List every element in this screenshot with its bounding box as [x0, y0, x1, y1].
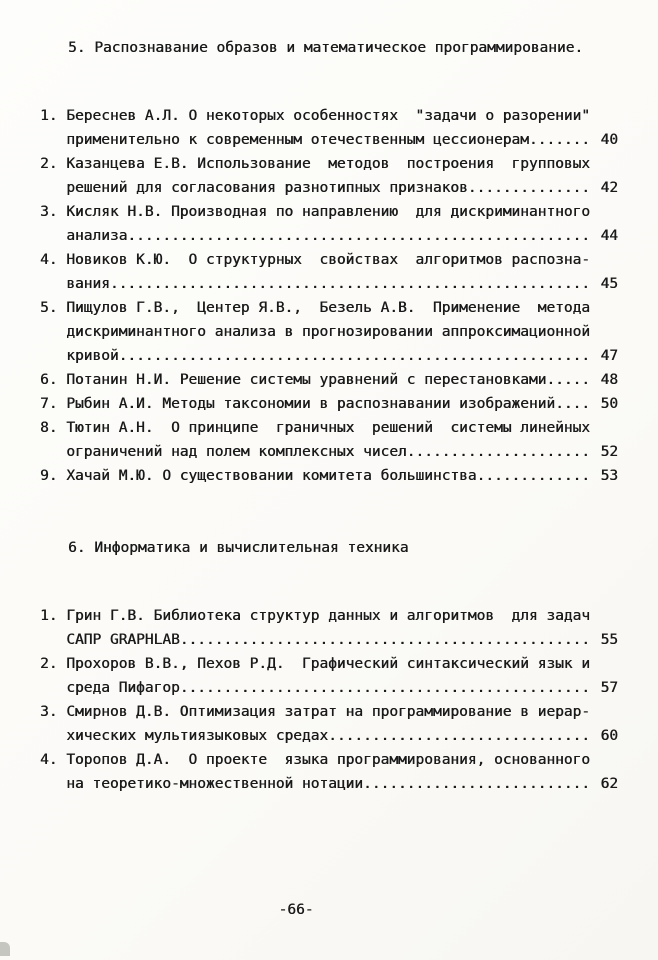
toc-entry — [40, 700, 618, 748]
entry-line: Торопов Д.А. О проекте языка программирования, основанного — [66, 752, 590, 768]
entry-last-text: на теоретико-множественной нотации — [66, 776, 363, 792]
toc-entry — [40, 152, 618, 200]
entry-line: Казанцева Е.В. Использование методов построения групповых — [66, 156, 590, 172]
entry-body — [66, 604, 618, 652]
entry-page-number: 53 — [600, 468, 619, 484]
entry-last-line — [66, 772, 618, 796]
dot-leader — [407, 440, 588, 464]
entry-body — [66, 152, 618, 200]
entry-page-number: 45 — [600, 276, 619, 292]
entry-last-text: ограничений над полем комплексных чисел — [66, 444, 407, 460]
toc-entry — [40, 464, 618, 488]
toc-section — [40, 36, 618, 488]
entry-line: Прохоров В.В., Пехов Р.Д. Графический синтаксический язык и — [66, 656, 590, 672]
entry-body — [66, 104, 618, 152]
toc-entry — [40, 368, 618, 392]
entry-number: 5. — [40, 300, 58, 316]
entry-number: 2. — [40, 656, 58, 672]
entry-body — [66, 748, 618, 796]
toc-entry — [40, 416, 618, 464]
entry-number: 9. — [40, 468, 58, 484]
entry-body — [66, 652, 618, 700]
toc-entry — [40, 604, 618, 652]
entry-page-number: 48 — [600, 372, 619, 388]
entry-number: 4. — [40, 252, 58, 268]
entry-last-line — [66, 344, 618, 368]
entry-number: 4. — [40, 752, 58, 768]
entry-last-text: применительно к современным отечественным цессионерам — [66, 132, 529, 148]
entry-last-text: хических мультиязыковых средах — [66, 728, 329, 744]
entry-page-number: 42 — [600, 180, 619, 196]
entry-last-line — [66, 676, 618, 700]
entry-page-number: 40 — [600, 132, 619, 148]
section-heading: 6. Информатика и вычислительная техника — [68, 540, 409, 556]
dot-leader — [555, 392, 587, 416]
toc-entry — [40, 248, 618, 296]
dot-leader — [529, 128, 588, 152]
entry-line: Береснев А.Л. О некоторых особенностях "задачи о разорении" — [66, 108, 590, 124]
dot-leader — [328, 724, 587, 748]
entry-number: 1. — [40, 608, 58, 624]
entry-page-number: 55 — [600, 632, 619, 648]
section-heading: 5. Распознавание образов и математическое программирование. — [68, 40, 584, 56]
entry-last-text: среда Пифагор — [66, 680, 180, 696]
dot-leader — [180, 676, 588, 700]
entry-last-text: решений для согласования разнотипных признаков — [66, 180, 468, 196]
entry-last-text: анализа — [66, 228, 128, 244]
entry-last-text: кривой — [66, 348, 119, 364]
entry-last-text: Рыбин А.И. Методы таксономии в распознавании изображений — [66, 396, 556, 412]
entry-page-number: 60 — [600, 728, 619, 744]
dot-leader — [119, 344, 588, 368]
page-footer-number: -66- — [278, 902, 314, 918]
entry-number: 7. — [40, 396, 58, 412]
dot-leader — [180, 628, 588, 652]
entry-last-line — [66, 176, 618, 200]
entry-line: Смирнов Д.В. Оптимизация затрат на программирование в иерар- — [66, 704, 590, 720]
entry-page-number: 50 — [600, 396, 619, 412]
entry-last-text: Потанин Н.И. Решение системы уравнений с перестановками — [66, 372, 547, 388]
entry-body — [66, 248, 618, 296]
entry-last-line — [66, 392, 618, 416]
entry-body — [66, 200, 618, 248]
dot-leader — [127, 224, 587, 248]
entry-page-number: 47 — [600, 348, 619, 364]
entry-line: Грин Г.В. Библиотека структур данных и алгоритмов для задач — [66, 608, 590, 624]
entry-last-line — [66, 440, 618, 464]
entry-last-line — [66, 464, 618, 488]
entry-line: Тютин А.Н. О принципе граничных решений системы линейных — [66, 420, 590, 436]
entry-last-line — [66, 128, 618, 152]
dot-leader — [546, 368, 587, 392]
entry-last-line — [66, 224, 618, 248]
entry-line: Новиков К.Ю. О структурных свойствах алгоритмов распозна- — [66, 252, 590, 268]
toc-entry — [40, 200, 618, 248]
entry-page-number: 57 — [600, 680, 619, 696]
toc-entry — [40, 296, 618, 368]
entry-body — [66, 296, 618, 368]
entry-last-line — [66, 724, 618, 748]
dot-leader — [110, 272, 588, 296]
entry-number: 3. — [40, 704, 58, 720]
scan-artifact — [0, 942, 10, 956]
entry-last-line — [66, 272, 618, 296]
entry-last-text: Хачай М.Ю. О существовании комитета большинства — [66, 468, 477, 484]
entry-page-number: 62 — [600, 776, 619, 792]
entry-line: дискриминантного анализа в прогнозировании аппроксимационной — [66, 324, 590, 340]
entry-line: Кисляк Н.В. Производная по направлению для дискриминантного — [66, 204, 590, 220]
entry-body — [66, 368, 618, 392]
entry-body — [66, 464, 618, 488]
entry-body — [66, 392, 618, 416]
entry-last-line — [66, 628, 618, 652]
entry-last-text: вания — [66, 276, 110, 292]
entry-page-number: 44 — [600, 228, 619, 244]
entry-page-number: 52 — [600, 444, 619, 460]
toc-entry — [40, 652, 618, 700]
entry-last-line — [66, 368, 618, 392]
entry-number: 1. — [40, 108, 58, 124]
entry-number: 2. — [40, 156, 58, 172]
toc-section — [40, 536, 618, 796]
dot-leader — [363, 772, 587, 796]
entry-last-text: САПР GRAPHLAB — [66, 632, 180, 648]
entry-number: 6. — [40, 372, 58, 388]
entry-body — [66, 416, 618, 464]
entry-line: Пищулов Г.В., Центер Я.В., Безель А.В. Применение метода — [66, 300, 590, 316]
toc-sections — [40, 36, 618, 796]
toc-entry — [40, 748, 618, 796]
toc-entry — [40, 392, 618, 416]
entry-body — [66, 700, 618, 748]
entry-number: 3. — [40, 204, 58, 220]
toc-entry — [40, 104, 618, 152]
entry-number: 8. — [40, 420, 58, 436]
dot-leader — [477, 464, 588, 488]
dot-leader — [468, 176, 588, 200]
